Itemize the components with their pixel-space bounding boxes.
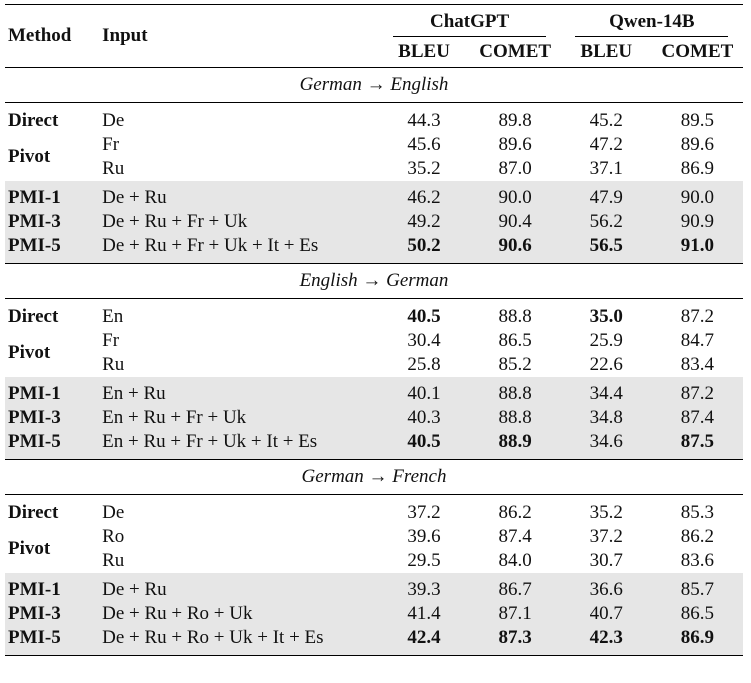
chatgpt-bleu-cell: 39.3 — [379, 573, 470, 602]
section-header-row — [5, 68, 743, 103]
table-row — [5, 626, 743, 656]
chatgpt-comet-cell: 88.8 — [470, 406, 561, 430]
chatgpt-comet-cell: 86.2 — [498, 502, 532, 523]
chatgpt-bleu-cell: 40.3 — [379, 406, 470, 430]
qwen-comet-cell: 87.5 — [652, 430, 743, 460]
chatgpt-bleu-cell: 35.2 — [407, 158, 441, 179]
qwen-comet-cell: 86.2 — [680, 526, 715, 547]
chatgpt-bleu-cell: 40.5 — [379, 430, 470, 460]
chatgpt-comet-cell: 89.8 — [498, 110, 532, 131]
section-title: German → English — [5, 68, 743, 103]
chatgpt-bleu-cell: 29.5 — [407, 550, 441, 571]
qwen-bleu-cell: 25.9 — [589, 330, 623, 351]
chatgpt-bleu-cell: 40.5 — [407, 306, 441, 327]
input-cell: De + Ru + Fr + Uk + It + Es — [98, 234, 378, 264]
input-cell: De — [102, 110, 125, 131]
section-header-row — [5, 264, 743, 299]
table-row — [5, 525, 743, 549]
method-cell: PMI-5 — [5, 234, 98, 264]
results-table — [5, 4, 743, 656]
column-header-chatgpt-comet: COMET — [479, 41, 552, 62]
qwen-comet-cell: 85.3 — [680, 502, 715, 523]
qwen-comet-cell: 87.4 — [652, 406, 743, 430]
column-header-method: Method — [8, 25, 72, 46]
table-row — [5, 406, 743, 430]
table-row — [5, 495, 743, 526]
chatgpt-comet-cell: 88.8 — [470, 377, 561, 406]
method-cell: PMI-5 — [5, 626, 98, 656]
qwen-comet-cell: 83.4 — [680, 354, 715, 375]
input-cell: En + Ru + Fr + Uk — [98, 406, 378, 430]
input-cell: Ru — [102, 158, 125, 179]
table-row — [5, 181, 743, 210]
chatgpt-comet-cell: 87.4 — [498, 526, 532, 547]
chatgpt-bleu-cell: 44.3 — [407, 110, 441, 131]
chatgpt-comet-cell: 88.8 — [498, 306, 532, 327]
chatgpt-comet-cell: 87.3 — [470, 626, 561, 656]
qwen-bleu-cell: 56.5 — [561, 234, 652, 264]
column-header-qwen-comet: COMET — [661, 41, 734, 62]
qwen-bleu-cell: 56.2 — [561, 210, 652, 234]
chatgpt-bleu-cell: 30.4 — [407, 330, 441, 351]
input-cell: De + Ru + Ro + Uk + It + Es — [98, 626, 378, 656]
table-row — [5, 157, 743, 181]
qwen-bleu-cell: 37.1 — [589, 158, 623, 179]
input-cell: De — [102, 502, 125, 523]
table-row — [5, 573, 743, 602]
table-row — [5, 210, 743, 234]
chatgpt-bleu-cell: 37.2 — [407, 502, 441, 523]
qwen-bleu-cell: 47.2 — [589, 134, 623, 155]
method-cell: PMI-5 — [5, 430, 98, 460]
input-cell: Ru — [102, 550, 125, 571]
model-label-qwen: Qwen-14B — [575, 11, 728, 37]
chatgpt-bleu-cell: 49.2 — [379, 210, 470, 234]
qwen-comet-cell: 87.2 — [680, 306, 715, 327]
table-body — [5, 68, 743, 656]
method-cell: Pivot — [8, 146, 51, 167]
chatgpt-comet-cell: 85.2 — [498, 354, 532, 375]
input-cell: De + Ru + Ro + Uk — [98, 602, 378, 626]
column-header-input: Input — [102, 25, 148, 46]
input-cell: De + Ru + Fr + Uk — [98, 210, 378, 234]
method-cell: PMI-3 — [5, 406, 98, 430]
chatgpt-comet-cell: 87.0 — [498, 158, 532, 179]
method-cell: Direct — [8, 306, 59, 327]
qwen-comet-cell: 83.6 — [680, 550, 715, 571]
chatgpt-bleu-cell: 41.4 — [379, 602, 470, 626]
input-cell: De + Ru — [98, 573, 378, 602]
table-row — [5, 299, 743, 330]
chatgpt-bleu-cell: 42.4 — [379, 626, 470, 656]
input-cell: En — [102, 306, 124, 327]
method-cell: PMI-1 — [5, 181, 98, 210]
qwen-comet-cell: 86.9 — [680, 158, 715, 179]
qwen-bleu-cell: 34.4 — [561, 377, 652, 406]
qwen-comet-cell: 87.2 — [652, 377, 743, 406]
column-header-chatgpt-bleu: BLEU — [398, 41, 450, 62]
qwen-bleu-cell: 34.8 — [561, 406, 652, 430]
qwen-bleu-cell: 34.6 — [561, 430, 652, 460]
method-cell: PMI-1 — [5, 377, 98, 406]
qwen-bleu-cell: 42.3 — [561, 626, 652, 656]
table-row — [5, 602, 743, 626]
qwen-bleu-cell: 36.6 — [561, 573, 652, 602]
qwen-bleu-cell: 22.6 — [589, 354, 623, 375]
input-cell: En + Ru + Fr + Uk + It + Es — [98, 430, 378, 460]
column-group-chatgpt — [379, 5, 561, 38]
chatgpt-comet-cell: 84.0 — [498, 550, 532, 571]
input-cell: Ro — [102, 526, 125, 547]
qwen-comet-cell: 91.0 — [652, 234, 743, 264]
chatgpt-comet-cell: 89.6 — [498, 134, 532, 155]
qwen-comet-cell: 86.9 — [652, 626, 743, 656]
chatgpt-comet-cell: 90.0 — [470, 181, 561, 210]
model-label-chatgpt: ChatGPT — [393, 11, 546, 37]
qwen-comet-cell: 90.9 — [652, 210, 743, 234]
qwen-bleu-cell: 35.2 — [589, 502, 623, 523]
qwen-bleu-cell: 45.2 — [589, 110, 623, 131]
chatgpt-comet-cell: 86.7 — [470, 573, 561, 602]
table-row — [5, 103, 743, 134]
input-cell: De + Ru — [98, 181, 378, 210]
qwen-bleu-cell: 40.7 — [561, 602, 652, 626]
table-row — [5, 133, 743, 157]
input-cell: Fr — [102, 330, 120, 351]
chatgpt-bleu-cell: 46.2 — [379, 181, 470, 210]
chatgpt-comet-cell: 86.5 — [498, 330, 532, 351]
qwen-comet-cell: 89.6 — [680, 134, 715, 155]
chatgpt-bleu-cell: 25.8 — [407, 354, 441, 375]
section-header-row — [5, 460, 743, 495]
table-row — [5, 377, 743, 406]
chatgpt-bleu-cell: 45.6 — [407, 134, 441, 155]
chatgpt-bleu-cell: 40.1 — [379, 377, 470, 406]
table-row — [5, 549, 743, 573]
column-group-qwen — [561, 5, 743, 38]
table-row — [5, 234, 743, 264]
method-cell: PMI-3 — [5, 602, 98, 626]
section-title: English → German — [5, 264, 743, 299]
method-cell: Direct — [8, 110, 59, 131]
table-row — [5, 353, 743, 377]
qwen-comet-cell: 84.7 — [680, 330, 715, 351]
input-cell: Fr — [102, 134, 120, 155]
header-row-models — [5, 5, 743, 38]
chatgpt-comet-cell: 88.9 — [470, 430, 561, 460]
qwen-bleu-cell: 35.0 — [589, 306, 623, 327]
section-title: German → French — [5, 460, 743, 495]
qwen-bleu-cell: 30.7 — [589, 550, 623, 571]
method-cell: Pivot — [8, 342, 51, 363]
chatgpt-comet-cell: 90.6 — [470, 234, 561, 264]
column-header-qwen-bleu: BLEU — [580, 41, 633, 62]
chatgpt-bleu-cell: 39.6 — [407, 526, 441, 547]
qwen-bleu-cell: 47.9 — [561, 181, 652, 210]
chatgpt-comet-cell: 90.4 — [470, 210, 561, 234]
qwen-bleu-cell: 37.2 — [589, 526, 623, 547]
method-cell: PMI-1 — [5, 573, 98, 602]
table-row — [5, 329, 743, 353]
chatgpt-bleu-cell: 50.2 — [379, 234, 470, 264]
input-cell: En + Ru — [98, 377, 378, 406]
qwen-comet-cell: 85.7 — [652, 573, 743, 602]
chatgpt-comet-cell: 87.1 — [470, 602, 561, 626]
qwen-comet-cell: 89.5 — [680, 110, 715, 131]
qwen-comet-cell: 90.0 — [652, 181, 743, 210]
table-row — [5, 430, 743, 460]
qwen-comet-cell: 86.5 — [652, 602, 743, 626]
method-cell: PMI-3 — [5, 210, 98, 234]
input-cell: Ru — [102, 354, 125, 375]
method-cell: Pivot — [8, 538, 51, 559]
method-cell: Direct — [8, 502, 59, 523]
